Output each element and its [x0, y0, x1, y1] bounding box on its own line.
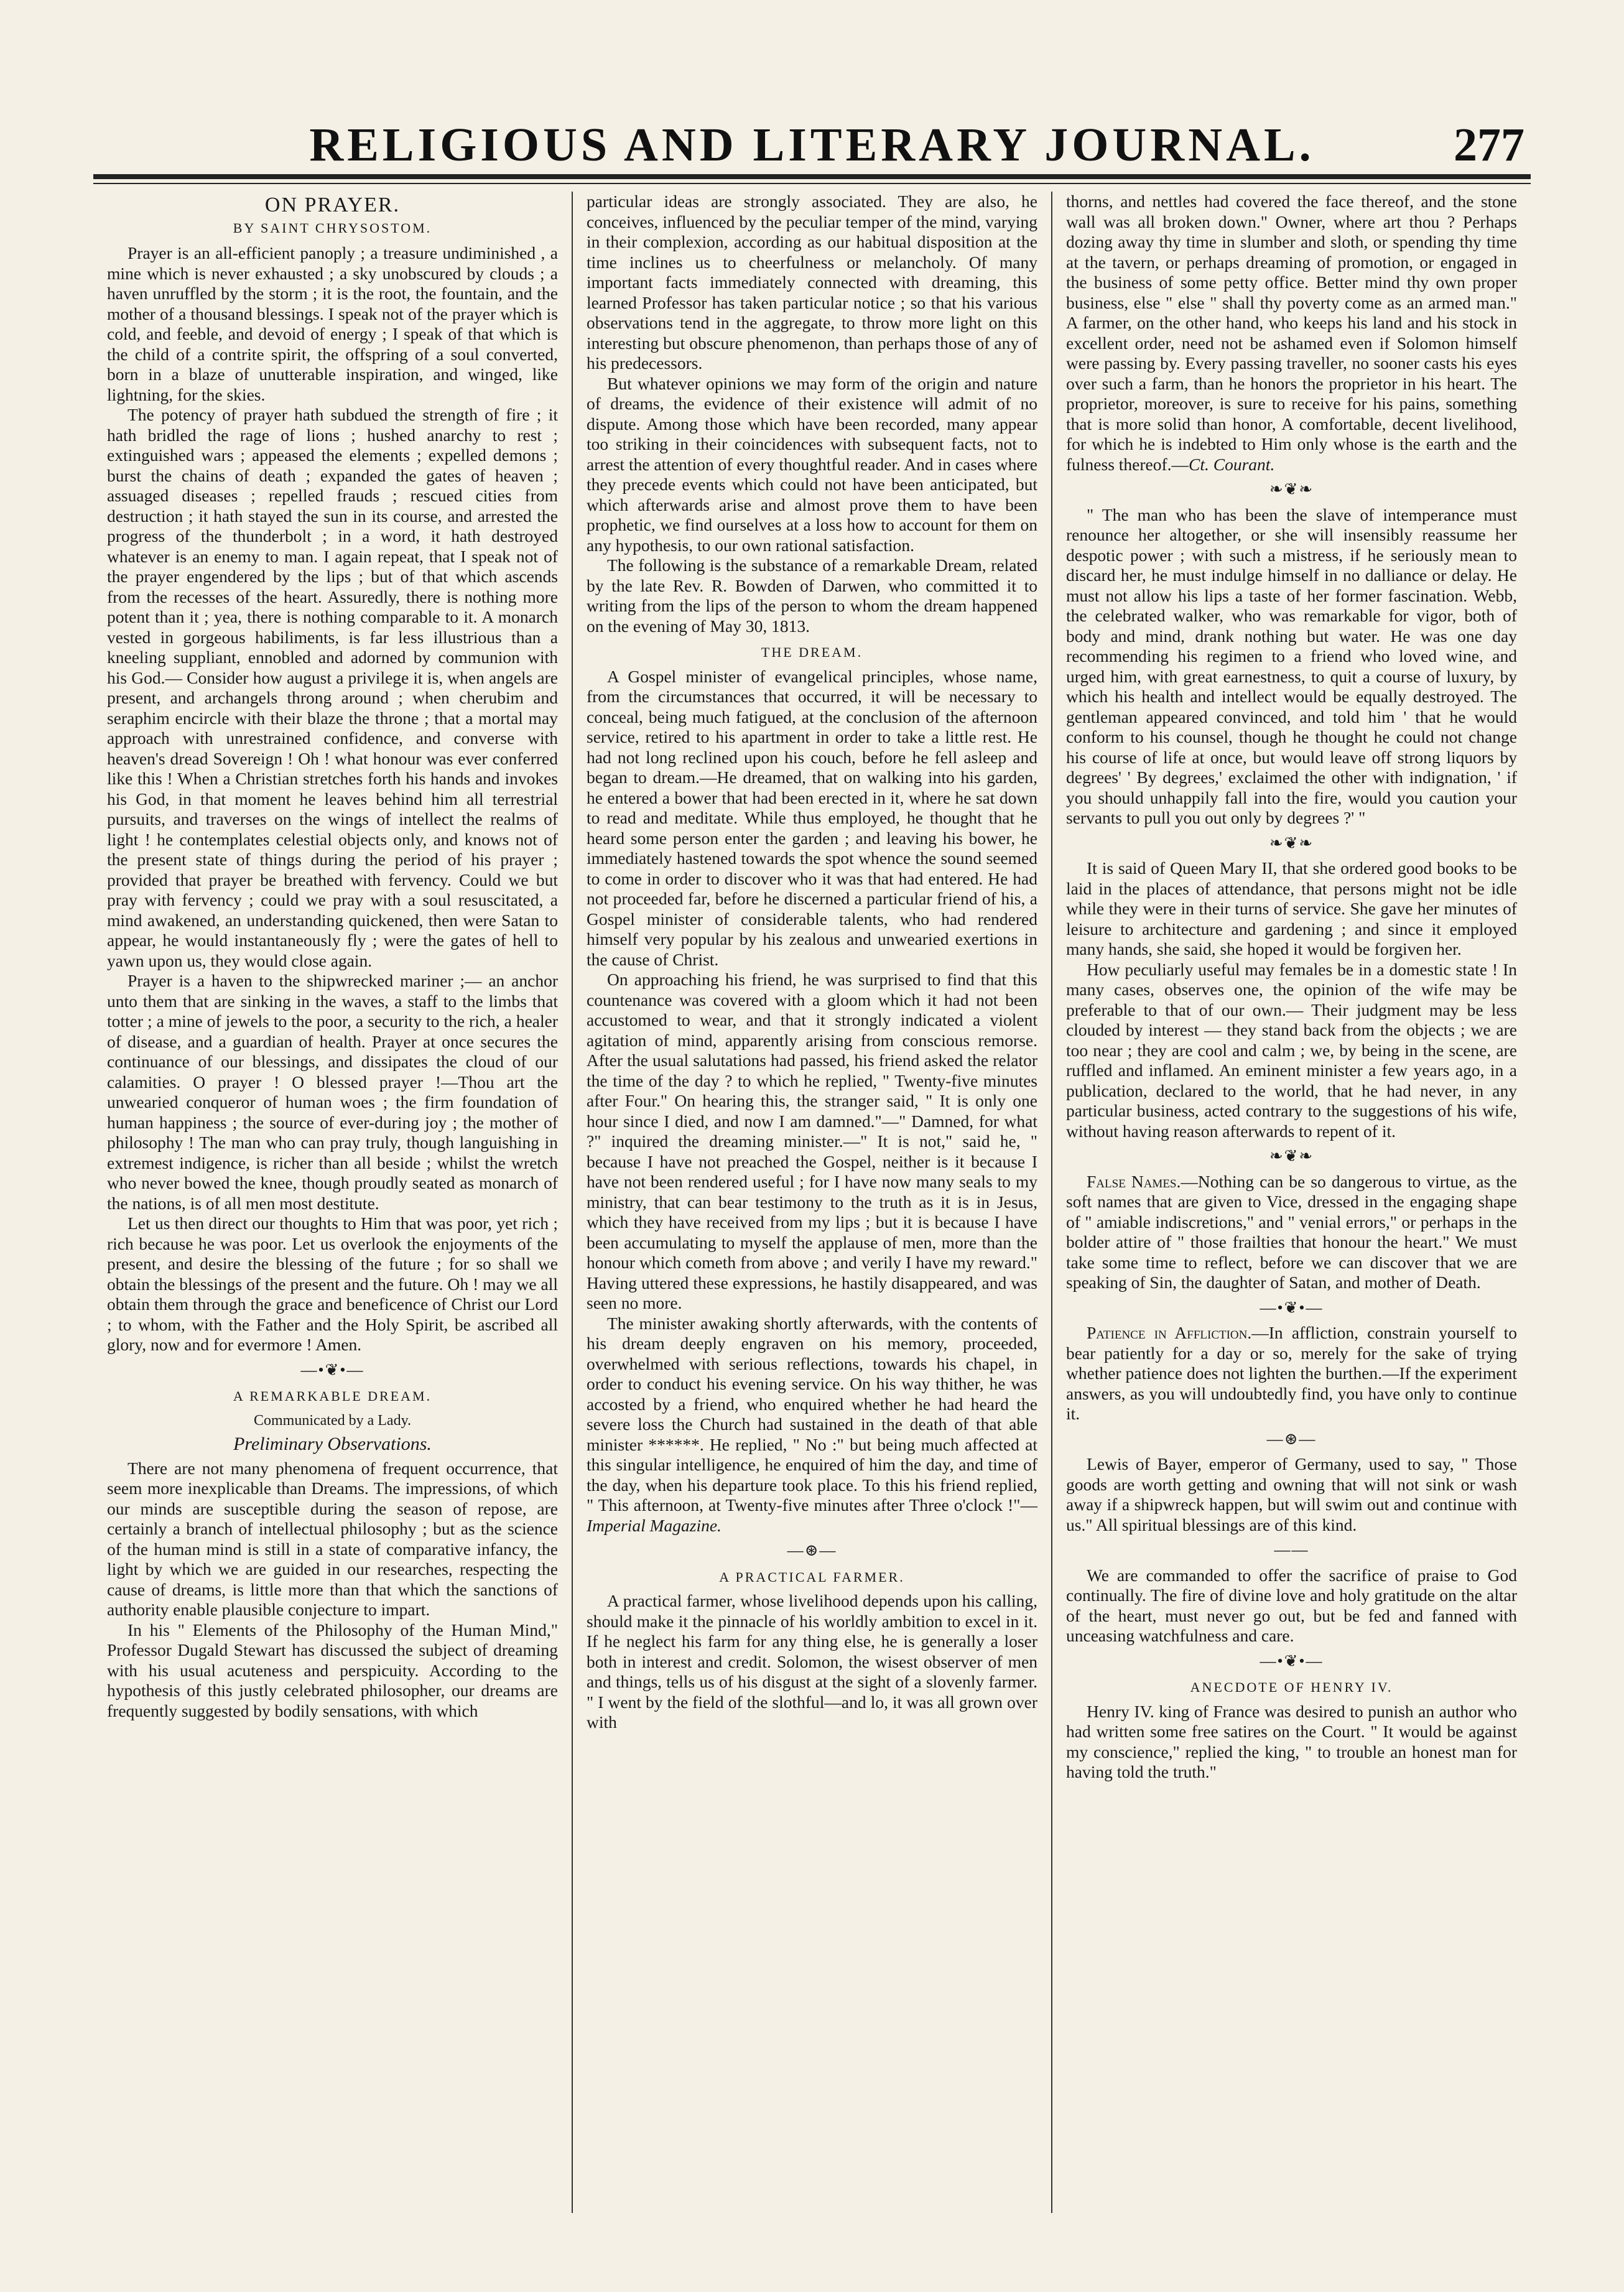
column-3 — [1051, 192, 1531, 2213]
article-subheading: Preliminary Observations. — [233, 1434, 432, 1454]
section-ornament: —⊛— — [1266, 1429, 1317, 1448]
masthead — [93, 93, 1531, 171]
paragraph: Prayer is an all-efficient panoply ; a treasure undiminished , a mine which is never exhausted ; a sky unobscured by clouds ; a haven unruffled by the storm ; it is the root, the fountain, and the mother of a thousand blessings. I speak not of the prayer which is cold, and feeble, and devoid of energy ; I speak of that which is the child of a contrite spirit, the offspring of a soul converted, born in a blaze of unutterable inspiration, and winged, like lightning, for the skies. — [107, 243, 558, 404]
paragraph: It is said of Queen Mary II, that she ordered good books to be laid in the places of attendance, that persons might not be idle while they were in their turns of service. She gave her minutes of leisure to architecture and gardening ; and since it employed many hands, she said, she hoped it would be forgiven her. — [1066, 858, 1517, 958]
masthead-rule-thin — [93, 183, 1531, 184]
article-byline: BY SAINT CHRYSOSTOM. — [233, 220, 432, 236]
section-ornament: —•❦•— — [1260, 1651, 1324, 1670]
paragraph: A Gospel minister of evangelical principles, whose name, from the circumstances that occurred, it will be necessary to conceal, being much fatigued, at the conclusion of the afternoon service, retired to his apartment in order to take a little rest. He had not long reclined upon his couch, before he fell asleep and began to dream.—He dreamed, that on walking into his garden, he entered a bower that had been erected in it, where he sat down to read and meditate. While thus employed, he thought that he heard some person enter the garden ; and leaving his bower, he immediately hastened towards the spot whence the sound seemed to come in order to discover who it was that had entered. He had not proceeded far, before he discerned a particular friend of his, a Gospel minister of considerable talents, who had rendered himself very popular by his zealous and unwearied exertions in the cause of Christ. — [587, 666, 1037, 969]
section-ornament: —⊛— — [787, 1541, 837, 1559]
paragraph: How peculiarly useful may females be in a domestic state ! In many cases, observes one, the opinion of the wife may be preferable to that of our own.— Their judgment may be less clouded by interest — they stand back from the objects ; we are too near ; they are cool and calm ; we, by being in the scene, are ruffled and inflamed. An eminent minister a few years ago, in a publication, declared to the world, that he had never, in any particular business, acted contrary to the suggestions of his wife, without having reason afterwards to repent of it. — [1066, 959, 1517, 1141]
section-ornament: ❧❦❧ — [1269, 833, 1314, 852]
paragraph — [1066, 1172, 1517, 1293]
paragraph: Let us then direct our thoughts to Him that was poor, yet rich ; rich because he was poor. Let us overlook the enjoyments of the present, and desire the blessing of the future ; for so shall we obtain the blessings of the present and the future. Oh ! may we all obtain them through the grace and beneficence of Christ our Lord ; to whom, with the Father and the Holy Spirit, be ascribed all glory, now and for evermore ! Amen. — [107, 1213, 558, 1354]
paragraph: particular ideas are strongly associated. They are also, he conceives, influenced by the peculiar temper of the mind, varying in their complexion, according as our habitual disposition at the time inclines us to cheerfulness or melancholy. Of many important facts immediately connected with dreaming, this learned Professor has taken particular notice ; so that his various observations tend in the aggregate, to throw more light on this interesting but obscure phenomenon, than perhaps those of any of his predecessors. — [587, 192, 1037, 373]
paragraph: Lewis of Bayer, emperor of Germany, used to say, " Those goods are worth getting and owning that will not sink or wash away if a shipwreck happen, but will swim out and continue with us." All spiritual blessings are of this kind. — [1066, 1454, 1517, 1534]
article-title-on-prayer: ON PRAYER. — [264, 193, 401, 216]
column-2 — [572, 192, 1051, 2213]
section-heading-anecdote: ANECDOTE OF HENRY IV. — [1190, 1679, 1393, 1695]
paragraph: There are not many phenomena of frequent occurrence, that seem more inexplicable than Dreams. The impressions, of which our minds are susceptible during the season of repose, are certainly a branch of intellectual philosophy ; but as the science of the human mind is still in a state of comparative infancy, the light by which we are guided in our researches, respecting the cause of dreams, is little more than that which the sanctions of authority enable plausible conjecture to impart. — [107, 1458, 558, 1619]
section-ornament: —•❦•— — [1260, 1298, 1324, 1317]
paragraph-text: thorns, and nettles had covered the face thereof, and the stone wall was all broken down." Owner, where art thou ? Perhaps dozing away thy time in slumber and sloth, or spending thy time at the tavern, or perhaps dreaming of promotion, or engaged in the business of some petty office. Better mind thy own proper business, else " else " shall thy poverty come as an armed man." A farmer, on the other hand, who keeps his land and his stock in excellent order, need not be ashamed even if Solomon himself were passing by. Every passing traveller, no sooner casts his eyes over such a farm, than he honors the proprietor in his heart. The proprietor, moreover, is sure to receive for his pains, something that is more solid than honor, A comfortable, decent livelihood, for which he is indebted to Him only whose is the earth and the fulness thereof.— — [1066, 192, 1517, 474]
paragraph-label: False Names. — [1087, 1171, 1181, 1191]
section-ornament: ❧❦❧ — [1269, 480, 1314, 498]
paragraph: Prayer is a haven to the shipwrecked mariner ;— an anchor unto them that are sinking in the waves, a staff to the limbs that totter ; a mine of jewels to the poor, a security to the rich, a healer of disease, and a guardian of health. Prayer at once secures the continuance of our blessings, and dissipates the cloud of our calamities. O prayer ! O blessed prayer !—Thou art the unwearied conqueror of human woes ; the firm foundation of human happiness ; the source of ever-during joy ; the mother of philosophy ! The man who can pray truly, though languishing in extremest indigence, is richer than all beside ; whilst the wretch who never bowed the knee, though proudly seated as monarch of the nations, is of all men most destitute. — [107, 971, 558, 1213]
paragraph: We are commanded to offer the sacrifice of praise to God continually. The fire of divine love and holy gratitude on the altar of the heart, must never go out, but be fed and fanned with unceasing watchfulness and care. — [1066, 1565, 1517, 1645]
section-ornament: —— — [1274, 1541, 1309, 1559]
section-heading-practical-farmer: A PRACTICAL FARMER. — [719, 1569, 905, 1585]
paragraph-text: The minister awaking shortly afterwards, with the contents of his dream deeply engraven on his memory, proceeded, overwhelmed with serious reflections, towards his chapel, in order to conduct his evening service. On his way thither, he was accosted by a friend, who enquired whether he had heard the severe loss the Church had sustained in the death of that able minister ******. He replied, " No :" but being much affected at this singular intelligence, he enquired of him the day, and time of the day, when his departure took place. To this his friend replied, " This afternoon, at Twenty-five minutes after Three o'clock !"— — [587, 1313, 1037, 1515]
section-heading-the-dream: THE DREAM. — [761, 644, 863, 660]
paragraph-text: —Nothing can be so dangerous to virtue, as the soft names that are given to Vice, dressed in the engaging shape of " amiable indiscretions," and " venial errors," or perhaps in the bolder attire of " those frailties that honour the heart." We must take some time to reflect, before we can discover that we are speaking of Sin, the daughter of Satan, and mother of Death. — [1066, 1171, 1517, 1292]
paragraph: In his " Elements of the Philosophy of the Human Mind," Professor Dugald Stewart has discussed the subject of dreaming with his usual acuteness and perspicuity. According to the hypothesis of this justly celebrated philosopher, our dreams are frequently suggested by bodily sensations, with which — [107, 1620, 558, 1720]
source-attribution: Ct. Courant. — [1189, 454, 1275, 474]
paragraph — [1066, 1323, 1517, 1424]
paragraph — [1066, 192, 1517, 475]
section-ornament: ❧❦❧ — [1269, 1147, 1314, 1165]
paragraph: The potency of prayer hath subdued the strength of fire ; it hath bridled the rage of lions ; hushed anarchy to rest ; extinguished wars ; appeased the elements ; expelled demons ; burst the chains of death ; expanded the gates of heaven ; assuaged diseases ; repelled frauds ; rescued cities from destruction ; it hath stayed the sun in its course, and arrested the progress of the thunderbolt ; in a word, it hath destroyed whatever is an enemy to man. I again repeat, that I speak not of the prayer engendered by the lips ; but of that which ascends from the recesses of the heart. Assuredly, there is nothing more potent than it ; yea, there is nothing comparable to it. A monarch vested in gorgeous habiliments, is far less illustrious than a kneeling suppliant, ennobled and adorned by communion with his God.— Consider how august a privilege it is, when angels are present, and archangels throng around ; when cherubim and seraphim encircle with their blaze the throne ; that a mortal may approach with unrestrained confidence, and converse with heaven's dread Sovereign ! Oh ! what honour was ever conferred like this ! When a Christian stretches forth his hands and invokes his God, in that moment he leaves behind him all terrestrial pursuits, and traverses on the wings of intellect the realms of light ! he contemplates celestial objects only, and knows not of the present state of things during the period of his prayer ; provided that prayer be breathed with fervency. Could we but pray with fervency ; could we pray with a soul resuscitated, a mind awakened, an understanding quickened, then were Satan to appear, he would instantaneously fly ; were the gates of hell to yawn upon us, they would close again. — [107, 405, 558, 970]
paragraph-label: Patience in Affliction. — [1087, 1323, 1252, 1342]
text-columns — [93, 192, 1531, 2213]
paragraph: " The man who has been the slave of intemperance must renounce her altogether, or she will insensibly reassume her despotic power ; with such a mistress, if he seriously mean to discard her, he must indulge himself in no dalliance or delay. He must not allow his lips a taste of her former fascination. Webb, the celebrated walker, who was remarkable for vigor, both of body and mind, drank nothing but water. He was one day recommending his regimen to a friend who loved wine, and urged him, with great earnestness, to quit a course of luxury, by which his health and intellect would be equally destroyed. The gentleman appeared convinced, and told him ' that he would conform to his counsel, though he thought he could not change his course of life at once, but would leave off strong liquors by degrees' ' By degrees,' exclaimed the other with indignation, ' if you should unhappily fall into the fire, would you caution your servants to pull you out only by degrees ?' " — [1066, 504, 1517, 827]
paragraph: On approaching his friend, he was surprised to find that this countenance was covered with a gloom which it had not been accustomed to wear, and that it strongly indicated a violent agitation of mind, apparently arising from conscious remorse. After the usual salutations had passed, his friend asked the relator the time of the day ? to which he replied, " Twenty-five minutes after Four." On hearing this, the stranger said, " It is only one hour since I died, and now I am damned."—" Damned, for what ?" inquired the dreaming minister.—" It is not," said he, " because I have not preached the Gospel, neither is it because I have not been rendered useful ; for I have now many seals to my ministry, that can bear testimony to the truth as it is in Jesus, which they have received from my lips ; but it is because I have been accumulating to myself the applause of men, more than the honour which cometh from above ; and verily I have my reward." Having uttered these expressions, he hastily disappeared, and was seen no more. — [587, 970, 1037, 1312]
paragraph: But whatever opinions we may form of the origin and nature of dreams, the evidence of their existence will admit of no dispute. Among those which have been recorded, many appear too striking in their coincidences with subsequent facts, not to arrest the attention of every thoughtful reader. And in cases where they precede events which could not have been anticipated, but which afterwards arise and almost prove them to have been prophetic, we find ourselves at a loss how to account for them on any hypothesis, to our own rational satisfaction. — [587, 373, 1037, 555]
paragraph: Henry IV. king of France was desired to punish an author who had written some free satires on the Court. " It would be against my conscience," replied the king, " to trouble an honest man for having told the truth." — [1066, 1701, 1517, 1781]
article-byline: Communicated by a Lady. — [253, 1412, 412, 1429]
source-attribution: Imperial Magazine. — [587, 1515, 722, 1535]
page-number: 277 — [1454, 119, 1524, 171]
paragraph: The following is the substance of a remarkable Dream, related by the late Rev. R. Bowden of Darwen, who committed it to writing from the lips of the person to whom the dream happened on the evening of May 30, 1813. — [587, 555, 1037, 636]
paragraph-text: —In affliction, constrain yourself to bear patiently for a day or so, merely for the sake of trying whether patience does not lighten the burthen.—If the experiment answers, as you will undoubtedly find, you have only to continue it. — [1066, 1323, 1517, 1423]
paragraph — [587, 1314, 1037, 1536]
column-1 — [93, 192, 572, 2213]
paragraph: A practical farmer, whose livelihood depends upon his calling, should make it the pinnacle of his worldly ambition to excel in it. If he neglect his farm for any thing else, he is generally a loser both in interest and credit. Solomon, the wisest observer of men and things, tells us of his disgust at the sight of a slovenly farmer. " I went by the field of the slothful—and lo, it was all grown over with — [587, 1591, 1037, 1732]
journal-title: RELIGIOUS AND LITERARY JOURNAL. — [309, 119, 1315, 171]
article-title-dream: A REMARKABLE DREAM. — [233, 1388, 432, 1404]
section-ornament: —•❦•— — [300, 1360, 364, 1379]
masthead-rule-thick — [93, 174, 1531, 179]
